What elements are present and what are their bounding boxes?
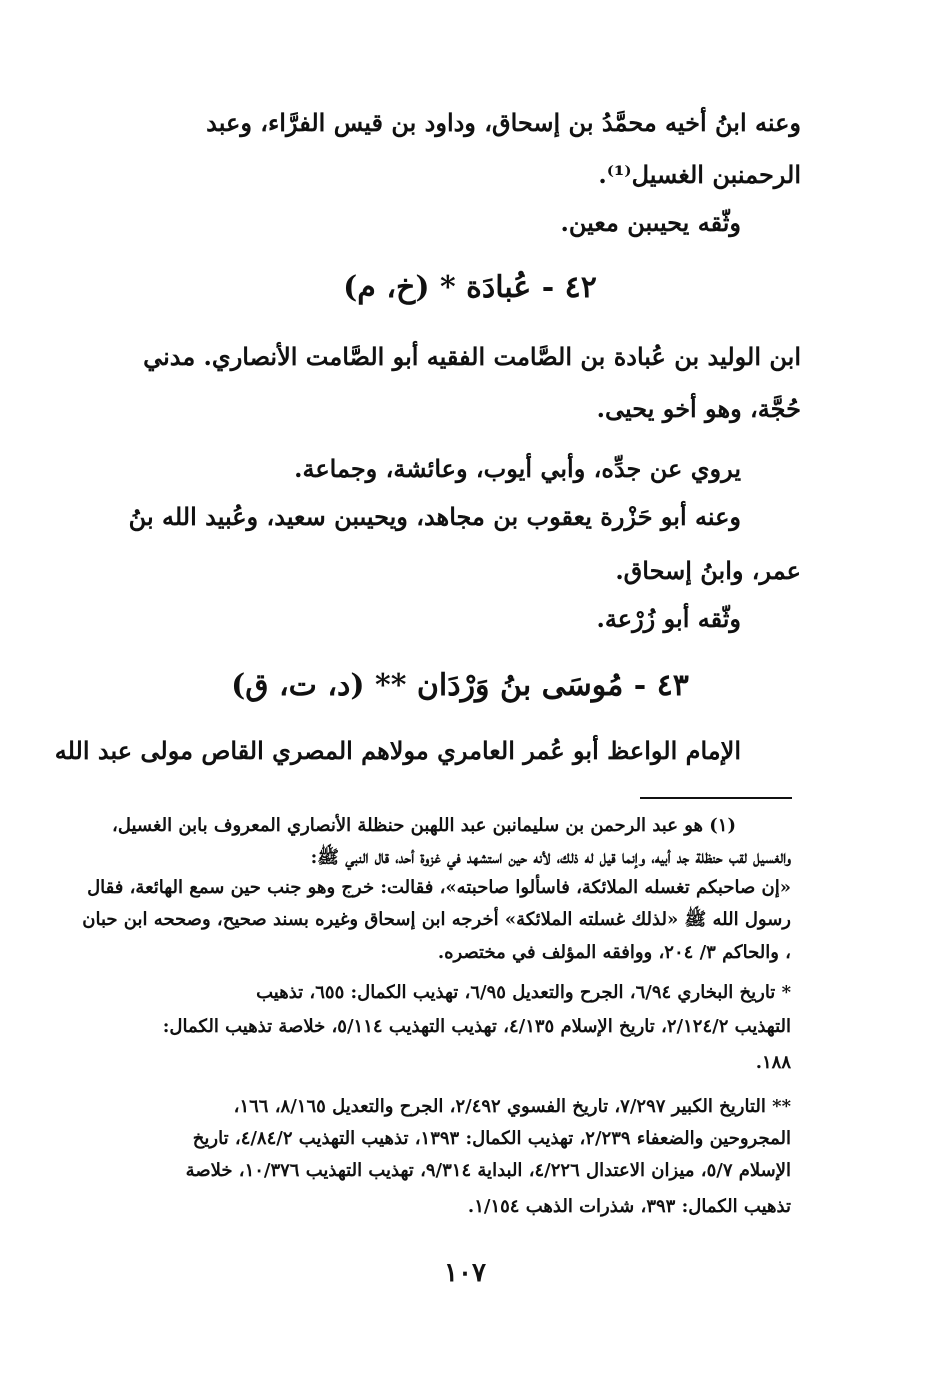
text-line: ابن الوليد بن عُبادة بن الصَّامت الفقيه أبو الصَّامت الأنصاري. مدني xyxy=(143,342,801,371)
footnote-line: تذهيب الكمال: ٣٩٣، شذرات الذهب ١/١٥٤. xyxy=(467,1196,791,1217)
footnote-line: المجروحين والضعفاء ٢/٢٣٩، تهذيب الكمال: ١٣٩٣، تذهيب التهذيب ٤/٨٤/٢، تاريخ xyxy=(192,1128,791,1149)
entry-heading-43: ٤٣ - مُوسَى بنُ وَرْدَان ** (د، ت، ق) xyxy=(231,668,689,703)
footnote-line: * تاريخ البخاري ٦/٩٤، الجرح والتعديل ٦/٩٥، تهذيب الكمال: ٦٥٥، تذهيب xyxy=(256,982,791,1003)
text-line: الرحمنبن الغسيل⁽¹⁾. xyxy=(598,160,801,189)
entry-heading-42: ٤٢ - عُبادَة * (خ، م) xyxy=(343,270,597,305)
footnote-line: والغسيل لقب حنظلة جد أبيه، وإنما قيل له ذلك، لأنه حين استشهد في غزوة أحد، قال النبي ﷺ: xyxy=(310,847,791,868)
footnote-line: التهذيب ٢/١٢٤/٢، تاريخ الإسلام ٤/١٣٥، تهذيب التهذيب ٥/١١٤، خلاصة تذهيب الكمال: xyxy=(162,1016,791,1037)
footnote-separator xyxy=(640,797,792,799)
footnote-line: (١) هو عبد الرحمن بن سليمانبن عبد اللهبن حنظلة الأنصاري المعروف بابن الغسيل، xyxy=(112,815,736,836)
footnote-line: ١٨٨. xyxy=(755,1052,791,1073)
footnote-line: ** التاريخ الكبير ٧/٢٩٧، تاريخ الفسوي ٢/٤٩٢، الجرح والتعديل ٨/١٦٥، ١٦٦، xyxy=(233,1096,791,1117)
text-line: وثّقه يحيىبن معين. xyxy=(560,208,741,237)
footnote-line: رسول الله ﷺ «لذلك غسلته الملائكة» أخرجه ابن إسحاق وغيره بسند صحيح، وصححه ابن حبان xyxy=(82,909,791,930)
text-line: عمر، وابنُ إسحاق. xyxy=(615,556,801,585)
text-line: وعنه ابنُ أخيه محمَّدُ بن إسحاق، وداود بن قيس الفرَّاء، وعبد xyxy=(206,108,801,137)
text-line: حُجَّة، وهو أخو يحيى. xyxy=(596,394,801,423)
text-line: الإمام الواعظ أبو عُمر العامري مولاهم المصري القاص مولى عبد الله xyxy=(54,736,741,765)
text-line: يروي عن جدِّه، وأبي أيوب، وعائشة، وجماعة. xyxy=(294,454,741,483)
footnote-line: الإسلام ٥/٧، ميزان الاعتدال ٤/٢٢٦، البداية ٩/٣١٤، تهذيب التهذيب ١٠/٣٧٦، خلاصة xyxy=(185,1160,791,1181)
text-line: وثّقه أبو زُرْعة. xyxy=(596,604,741,633)
footnote-line: ، والحاكم ٣/ ٢٠٤، ووافقه المؤلف في مختصره. xyxy=(437,942,791,963)
footnote-line: «إن صاحبكم تغسله الملائكة، فاسألوا صاحبته»، فقالت: خرج وهو جنب حين سمع الهائعة، فقال xyxy=(87,877,791,898)
text-line: وعنه أبو حَزْرة يعقوب بن مجاهد، ويحيىبن سعيد، وعُبيد الله بنُ xyxy=(128,502,741,531)
page-number: ١٠٧ xyxy=(444,1258,486,1288)
